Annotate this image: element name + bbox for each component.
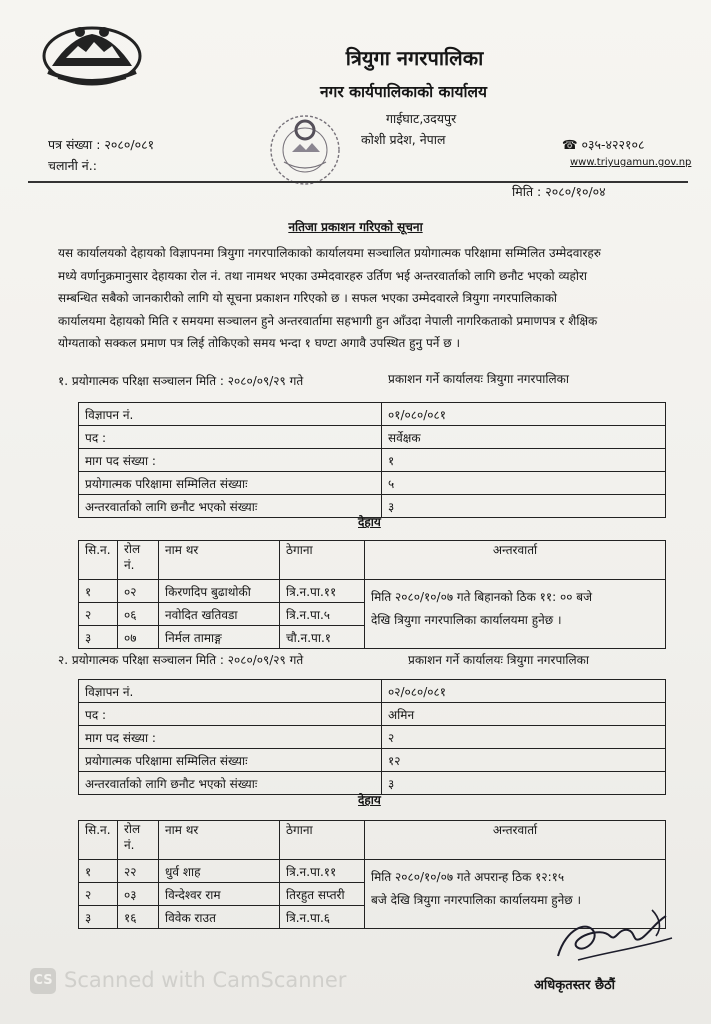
selected-value: ३ (382, 495, 666, 518)
table-row (79, 472, 666, 495)
table-row (79, 580, 666, 603)
col-interview-header: अन्तरवार्ता (365, 821, 666, 860)
selected-label: अन्तरवार्ताको लागि छनौट भएको संख्याः (79, 772, 382, 795)
section-2-info-table (78, 679, 666, 795)
post-value: सर्वेक्षक (382, 426, 666, 449)
post-label: पद : (79, 426, 382, 449)
chalani-number: चलानी नं.: (48, 158, 97, 173)
address-line-2: कोशी प्रदेश, नेपाल (361, 132, 446, 147)
notice-line: यस कार्यालयको देहायको विज्ञापनमा त्रियुगा नगरपालिकाको कार्यालयमा सञ्चालित प्रयोगात्मक परिक्षामा सम्मिलित उम्मेदवारहरु (58, 246, 601, 260)
selected-value: ३ (382, 772, 666, 795)
name-cell: विन्देश्वर राम (159, 883, 280, 906)
details-label: देहाय (358, 793, 381, 807)
sn-cell: २ (79, 603, 118, 626)
attended-value: ५ (382, 472, 666, 495)
roll-cell: ०६ (118, 603, 159, 626)
notice-line: कार्यालयमा देहायको मिति र समयमा सञ्चालन हुने अन्तरवार्तामा सहभागी हुन आँउदा नेपाली नागरिकताको प्रमाणपत्र र शैक्षिक (58, 313, 598, 328)
roll-cell: १६ (118, 906, 159, 929)
name-cell: किरणदिप बुढाथोकी (159, 580, 280, 603)
table-row (79, 426, 666, 449)
sn-cell: १ (79, 860, 118, 883)
col-sn-header: सि.न. (79, 541, 118, 580)
section-2-title: २. प्रयोगात्मक परिक्षा सञ्चालन मिति : २०८०/०९/२९ गते (58, 653, 304, 667)
sn-cell: १ (79, 580, 118, 603)
ref-value: २०८०/०८१ (104, 137, 155, 152)
post-label: पद : (79, 703, 382, 726)
table-row (79, 449, 666, 472)
section-1-publisher: प्रकाशन गर्ने कार्यालयः त्रियुगा नगरपालिका (388, 372, 569, 386)
attended-label: प्रयोगात्मक परिक्षामा सम्मिलित संख्याः (79, 472, 382, 495)
demand-label: माग पद संख्या : (79, 449, 382, 472)
attended-label: प्रयोगात्मक परिक्षामा सम्मिलित संख्याः (79, 749, 382, 772)
address-cell: त्रि.न.पा.११ (280, 860, 365, 883)
name-cell: धुर्व शाह (159, 860, 280, 883)
sn-cell: ३ (79, 626, 118, 649)
roll-cell: २२ (118, 860, 159, 883)
name-cell: नवोदित खतिवडा (159, 603, 280, 626)
sn-cell: ३ (79, 906, 118, 929)
notice-line: मध्ये वर्णानुक्रमानुसार देहायका रोल नं. तथा नामथर भएका उम्मेदवारहरु उर्तिण भई अन्तरवार्ताको लागि छनौट भएको व्यहोरा (58, 268, 587, 283)
office-stamp-icon (262, 110, 348, 190)
demand-value: १ (382, 449, 666, 472)
watermark-text: Scanned with CamScanner (64, 968, 347, 992)
interview-line-2: बजे देखि त्रियुगा नगरपालिका कार्यालयमा हुनेछ । (371, 893, 582, 907)
office-name: त्रियुगा नगरपालिका (345, 46, 484, 70)
camscanner-logo-icon: CS (30, 968, 56, 994)
address-line-1: गाईघाट,उदयपुर (386, 111, 457, 126)
website-link[interactable]: www.triyugamun.gov.np (570, 157, 692, 168)
section-1-title: १. प्रयोगात्मक परिक्षा सञ्चालन मिति : २०८०/०९/२९ गते (58, 374, 304, 388)
col-sn-header: सि.न. (79, 821, 118, 860)
signatory-title: अधिकृतस्तर छैठौं (534, 978, 616, 993)
address-cell: तिरहुत सप्तरी (280, 883, 365, 906)
section-1-candidates-table (78, 540, 666, 649)
table-row (79, 749, 666, 772)
table-row (79, 860, 666, 883)
issue-date (512, 183, 606, 200)
address-cell: त्रि.न.पा.५ (280, 603, 365, 626)
demand-value: २ (382, 726, 666, 749)
demand-label: माग पद संख्या : (79, 726, 382, 749)
ad-no-value: ०१/०८०/०८१ (382, 403, 666, 426)
roll-cell: ०२ (118, 580, 159, 603)
col-name-header: नाम थर (159, 821, 280, 860)
details-label: देहाय (358, 515, 381, 529)
address-cell: त्रि.न.पा.६ (280, 906, 365, 929)
phone-number: ☎ ०३५-४२२१०८ (562, 137, 645, 152)
notice-line: सम्बन्धित सबैको जानकारीको लागि यो सूचना प्रकाशन गरिएको छ । सफल भएका उम्मेदवारले त्रियुगा नगरपालिकाको (58, 291, 558, 306)
post-value: अमिन (382, 703, 666, 726)
table-row (79, 680, 666, 703)
table-row (79, 726, 666, 749)
table-row (79, 403, 666, 426)
ad-no-value: ०२/०८०/०८१ (382, 680, 666, 703)
address-cell: त्रि.न.पा.११ (280, 580, 365, 603)
col-roll-header: रोल नं. (118, 541, 159, 580)
table-header-row (79, 541, 666, 580)
roll-cell: ०३ (118, 883, 159, 906)
signature-icon (548, 898, 678, 978)
interview-line-1: मिति २०८०/१०/०७ गते अपरान्ह ठिक १२:१५ (371, 870, 565, 884)
table-row (79, 703, 666, 726)
camscanner-watermark (30, 968, 346, 994)
address-cell: चौ.न.पा.१ (280, 626, 365, 649)
selected-label: अन्तरवार्ताको लागि छनौट भएको संख्याः (79, 495, 382, 518)
section-2-publisher: प्रकाशन गर्ने कार्यालयः त्रियुगा नगरपालिका (408, 653, 589, 667)
name-cell: निर्मल तामाङ्ग (159, 626, 280, 649)
office-subtitle: नगर कार्यपालिकाको कार्यालय (320, 83, 487, 101)
table-header-row (79, 821, 666, 860)
col-address-header: ठेगाना (280, 541, 365, 580)
interview-line-1: मिति २०८०/१०/०७ गते बिहानको ठिक ११: ०० बजे (371, 590, 593, 604)
roll-cell: ०७ (118, 626, 159, 649)
ref-label: पत्र संख्या : (48, 137, 101, 152)
ad-no-label: विज्ञापन नं. (79, 680, 382, 703)
section-1-info-table (78, 402, 666, 518)
col-roll-header: रोल नं. (118, 821, 159, 860)
attended-value: १२ (382, 749, 666, 772)
interview-line-2: देखि त्रियुगा नगरपालिका कार्यालयमा हुनेछ । (371, 613, 562, 627)
reference-number (48, 136, 154, 153)
col-address-header: ठेगाना (280, 821, 365, 860)
notice-paragraph (58, 242, 670, 355)
date-value: २०८०/१०/०४ (545, 184, 606, 199)
col-interview-header: अन्तरवार्ता (365, 541, 666, 580)
notice-line: योग्यताको सक्कल प्रमाण पत्र लिई तोकिएको समय भन्दा १ घण्टा अगावै उपस्थित हुनु पर्ने छ । (58, 336, 461, 351)
interview-cell (365, 580, 666, 649)
ad-no-label: विज्ञापन नं. (79, 403, 382, 426)
name-cell: विवेक राउत (159, 906, 280, 929)
notice-heading: नतिजा प्रकाशन गरिएको सूचना (288, 220, 423, 234)
date-label: मिति : (512, 184, 542, 199)
sn-cell: २ (79, 883, 118, 906)
col-name-header: नाम थर (159, 541, 280, 580)
